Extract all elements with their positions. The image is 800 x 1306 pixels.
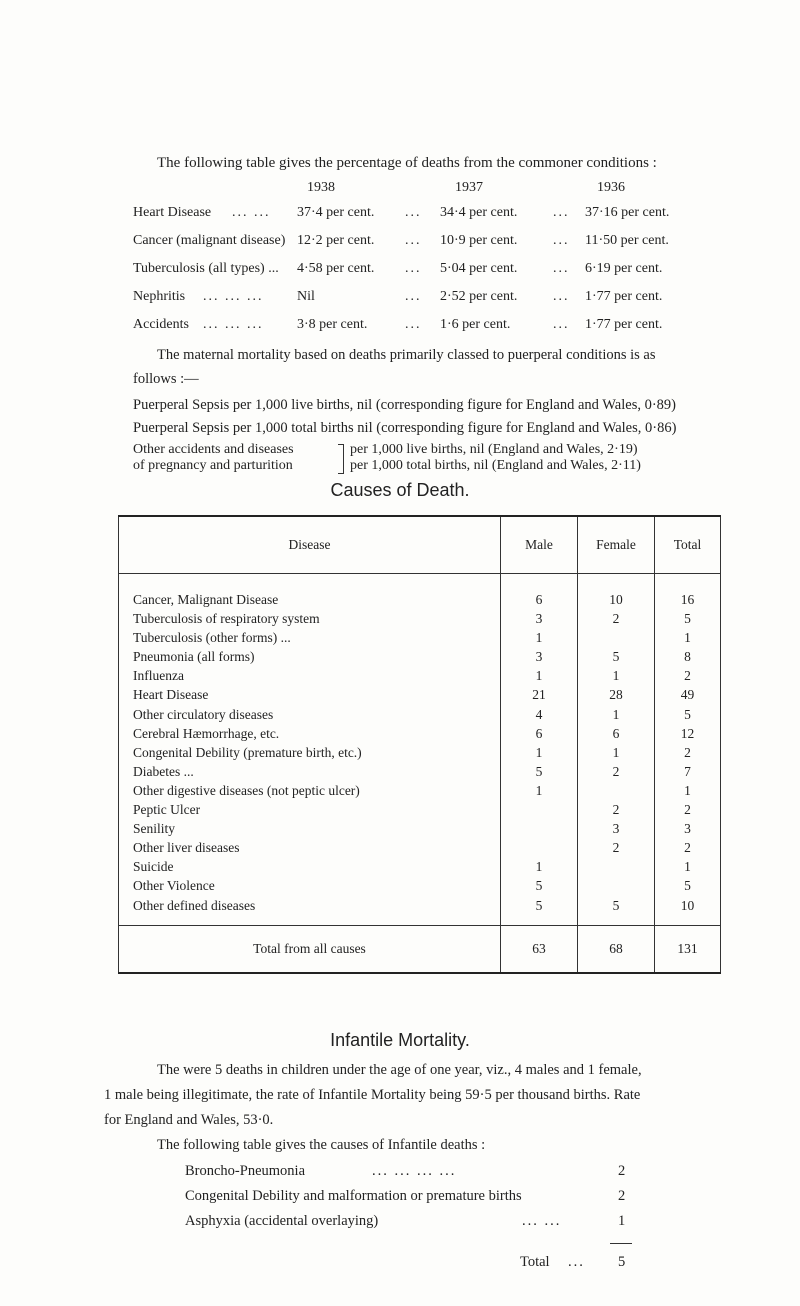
table-cell: 1 [535, 782, 543, 798]
value-1938: 12·2 per cent. [297, 233, 375, 248]
table-body-row [119, 574, 721, 926]
leader-dots: ... ... ... [203, 317, 264, 332]
intro-text: The following table gives the percentage of deaths from the commoner conditions : [157, 155, 657, 171]
table-cell: 1 [684, 630, 691, 646]
leader-dots: ... [568, 1254, 585, 1270]
table-cell: 2 [684, 840, 691, 856]
other-accidents-label: Other accidents and diseases [133, 442, 294, 457]
table-cell: 6 [535, 725, 543, 741]
causes-title: Causes of Death. [330, 480, 470, 500]
infant-cause-label: Congenital Debility and malformation or premature births [185, 1188, 522, 1204]
table-cell: 21 [532, 687, 546, 703]
table-cell: 2 [684, 668, 691, 684]
table-cell: Other Violence [133, 878, 215, 894]
infantile-paragraph-cont: for England and Wales, 53·0. [104, 1112, 274, 1128]
table-cell: 1 [535, 668, 543, 684]
table-cell: 6 [535, 592, 543, 607]
table-cell: 10 [680, 897, 695, 913]
value-1936: 37·16 per cent. [585, 205, 670, 220]
leader-dots: ... ... ... ... [372, 1163, 457, 1179]
infant-cause-label: Broncho-Pneumonia [185, 1163, 306, 1179]
table-cell: 6 [612, 725, 620, 741]
table-cell: Senility [133, 821, 176, 837]
table-cell: 3 [535, 611, 543, 627]
table-cell: 1 [535, 744, 543, 760]
other-accidents-label-2: of pregnancy and parturition [133, 458, 293, 473]
value-1938: 37·4 per cent. [297, 205, 375, 220]
other-accidents-live: per 1,000 live births, nil (England and Wales, 2·19) [350, 442, 638, 457]
sum-rule [610, 1243, 632, 1244]
total-female: 68 [578, 925, 655, 973]
table-cell: 5 [684, 611, 691, 627]
other-accidents-total: per 1,000 total births, nil (England and Wales, 2·11) [350, 458, 641, 473]
infant-total-count: 5 [618, 1254, 626, 1270]
table-total-row [119, 925, 721, 973]
table-header-row [119, 516, 721, 574]
infantile-paragraph: The were 5 deaths in children under the age of one year, viz., 4 males and 1 female, [157, 1062, 642, 1078]
value-1937: 2·52 per cent. [440, 289, 518, 304]
table-cell: 5 [612, 897, 620, 913]
leader-dots: ... [553, 289, 570, 304]
table-cell: 5 [612, 649, 620, 665]
infantile-causes-intro: The following table gives the causes of Infantile deaths : [157, 1137, 486, 1153]
leader-dots: ... [405, 289, 422, 304]
table-cell: 2 [684, 744, 691, 760]
value-1937: 5·04 per cent. [440, 261, 518, 276]
table-cell: Cancer, Malignant Disease [133, 592, 279, 607]
table-cell: Cerebral Hæmorrhage, etc. [133, 725, 280, 741]
infant-cause-count: 2 [618, 1188, 626, 1204]
table-cell: 49 [680, 687, 695, 703]
header-disease: Disease [119, 516, 501, 574]
table-cell: 3 [612, 821, 620, 837]
infant-cause-count: 2 [618, 1163, 626, 1179]
table-cell: 2 [612, 802, 620, 818]
header-female: Female [578, 516, 655, 574]
value-1936: 6·19 per cent. [585, 261, 663, 276]
table-cell: 2 [612, 763, 620, 779]
condition-row-label: Tuberculosis (all types) ... [133, 261, 279, 276]
table-cell: 5 [684, 878, 691, 894]
header-total: Total [655, 516, 721, 574]
table-cell: Other digestive diseases (not peptic ulcer) [133, 782, 360, 798]
value-1936: 1·77 per cent. [585, 289, 663, 304]
table-cell: 8 [684, 649, 691, 665]
table-cell: Congenital Debility (premature birth, etc.) [133, 744, 362, 760]
table-cell: 5 [535, 897, 543, 913]
table-cell: 10 [609, 592, 623, 607]
table-cell: 2 [612, 840, 620, 856]
table-cell: Pneumonia (all forms) [133, 649, 255, 665]
table-cell: 12 [680, 725, 695, 741]
leader-dots: ... [553, 205, 570, 220]
brace [338, 444, 344, 474]
table-cell: 1 [535, 859, 543, 875]
table-cell: Suicide [133, 859, 174, 875]
table-cell [578, 781, 654, 800]
leader-dots: ... ... ... [203, 289, 264, 304]
table-cell: 3 [684, 821, 691, 837]
table-cell: Influenza [133, 668, 184, 684]
table-cell: Diabetes ... [133, 763, 194, 779]
sepsis-total-births: Puerperal Sepsis per 1,000 total births nil (corresponding figure for England and Wales, 0·86) [133, 420, 677, 436]
disease-column [119, 574, 501, 926]
leader-dots: ... ... [522, 1213, 562, 1229]
leader-dots: ... [405, 205, 422, 220]
value-1937: 10·9 per cent. [440, 233, 518, 248]
leader-dots: ... [553, 233, 570, 248]
year-header-1937: 1937 [455, 180, 483, 195]
sepsis-live-births: Puerperal Sepsis per 1,000 live births, nil (corresponding figure for England and Wales, 0·89) [133, 397, 676, 413]
leader-dots: ... [405, 317, 422, 332]
table-cell: 1 [612, 668, 620, 684]
table-cell: Tuberculosis (other forms) ... [133, 630, 291, 646]
value-1937: 1·6 per cent. [440, 317, 511, 332]
table-cell: Peptic Ulcer [133, 802, 201, 818]
total-column [655, 574, 721, 926]
table-cell: 2 [612, 611, 620, 627]
value-1936: 11·50 per cent. [585, 233, 669, 248]
table-cell: 5 [684, 706, 691, 722]
maternal-paragraph: The maternal mortality based on deaths primarily classed to puerperal conditions is as [157, 347, 656, 363]
total-male: 63 [501, 925, 578, 973]
table-cell: 1 [684, 782, 691, 798]
table-cell: Tuberculosis of respiratory system [133, 611, 320, 627]
table-cell: 7 [684, 763, 691, 779]
table-cell: 2 [684, 802, 691, 818]
leader-dots: ... [405, 261, 422, 276]
condition-row-label: Heart Disease [133, 205, 212, 220]
table-cell [501, 800, 577, 819]
total-label: Total from all causes [119, 925, 501, 973]
condition-row-label: Accidents [133, 317, 189, 332]
infant-cause-label: Asphyxia (accidental overlaying) [185, 1213, 379, 1229]
table-cell [501, 819, 577, 838]
table-cell: Other defined diseases [133, 897, 256, 913]
table-cell: 4 [535, 706, 543, 722]
infant-cause-count: 1 [618, 1213, 626, 1229]
table-cell [578, 857, 654, 876]
table-cell: Heart Disease [133, 687, 209, 703]
infantile-title: Infantile Mortality. [330, 1030, 470, 1050]
year-header-1938: 1938 [307, 180, 335, 195]
leader-dots: ... ... [232, 205, 271, 220]
table-cell [578, 876, 654, 895]
infantile-paragraph-cont: 1 male being illegitimate, the rate of Infantile Mortality being 59·5 per thousand births. Rate [104, 1087, 641, 1103]
value-1938: 3·8 per cent. [297, 317, 368, 332]
table-cell: Other liver diseases [133, 840, 240, 856]
total-total: 131 [655, 925, 721, 973]
table-cell: 28 [609, 687, 623, 703]
table-cell: 1 [612, 706, 620, 722]
leader-dots: ... [405, 233, 422, 248]
value-1937: 34·4 per cent. [440, 205, 518, 220]
condition-row-label: Cancer (malignant disease) [133, 233, 286, 248]
female-column [578, 574, 655, 926]
causes-of-death-table [118, 515, 721, 974]
value-1938: 4·58 per cent. [297, 261, 375, 276]
value-1938: Nil [297, 289, 315, 304]
table-cell: 5 [535, 763, 543, 779]
infant-total-label: Total [520, 1254, 550, 1270]
leader-dots: ... [553, 261, 570, 276]
condition-row-label: Nephritis [133, 289, 186, 304]
header-male: Male [501, 516, 578, 574]
table-cell: 1 [612, 744, 620, 760]
table-cell [501, 838, 577, 857]
table-cell: 3 [535, 649, 543, 665]
table-cell [578, 628, 654, 647]
table-cell: 16 [680, 592, 695, 607]
table-cell: Other circulatory diseases [133, 706, 274, 722]
year-header-1936: 1936 [597, 180, 625, 195]
table-cell: 5 [535, 878, 543, 894]
leader-dots: ... [553, 317, 570, 332]
table-cell: 1 [535, 630, 543, 646]
table-cell: 1 [684, 859, 691, 875]
maternal-paragraph-cont: follows :— [133, 371, 199, 387]
male-column [501, 574, 578, 926]
value-1936: 1·77 per cent. [585, 317, 663, 332]
